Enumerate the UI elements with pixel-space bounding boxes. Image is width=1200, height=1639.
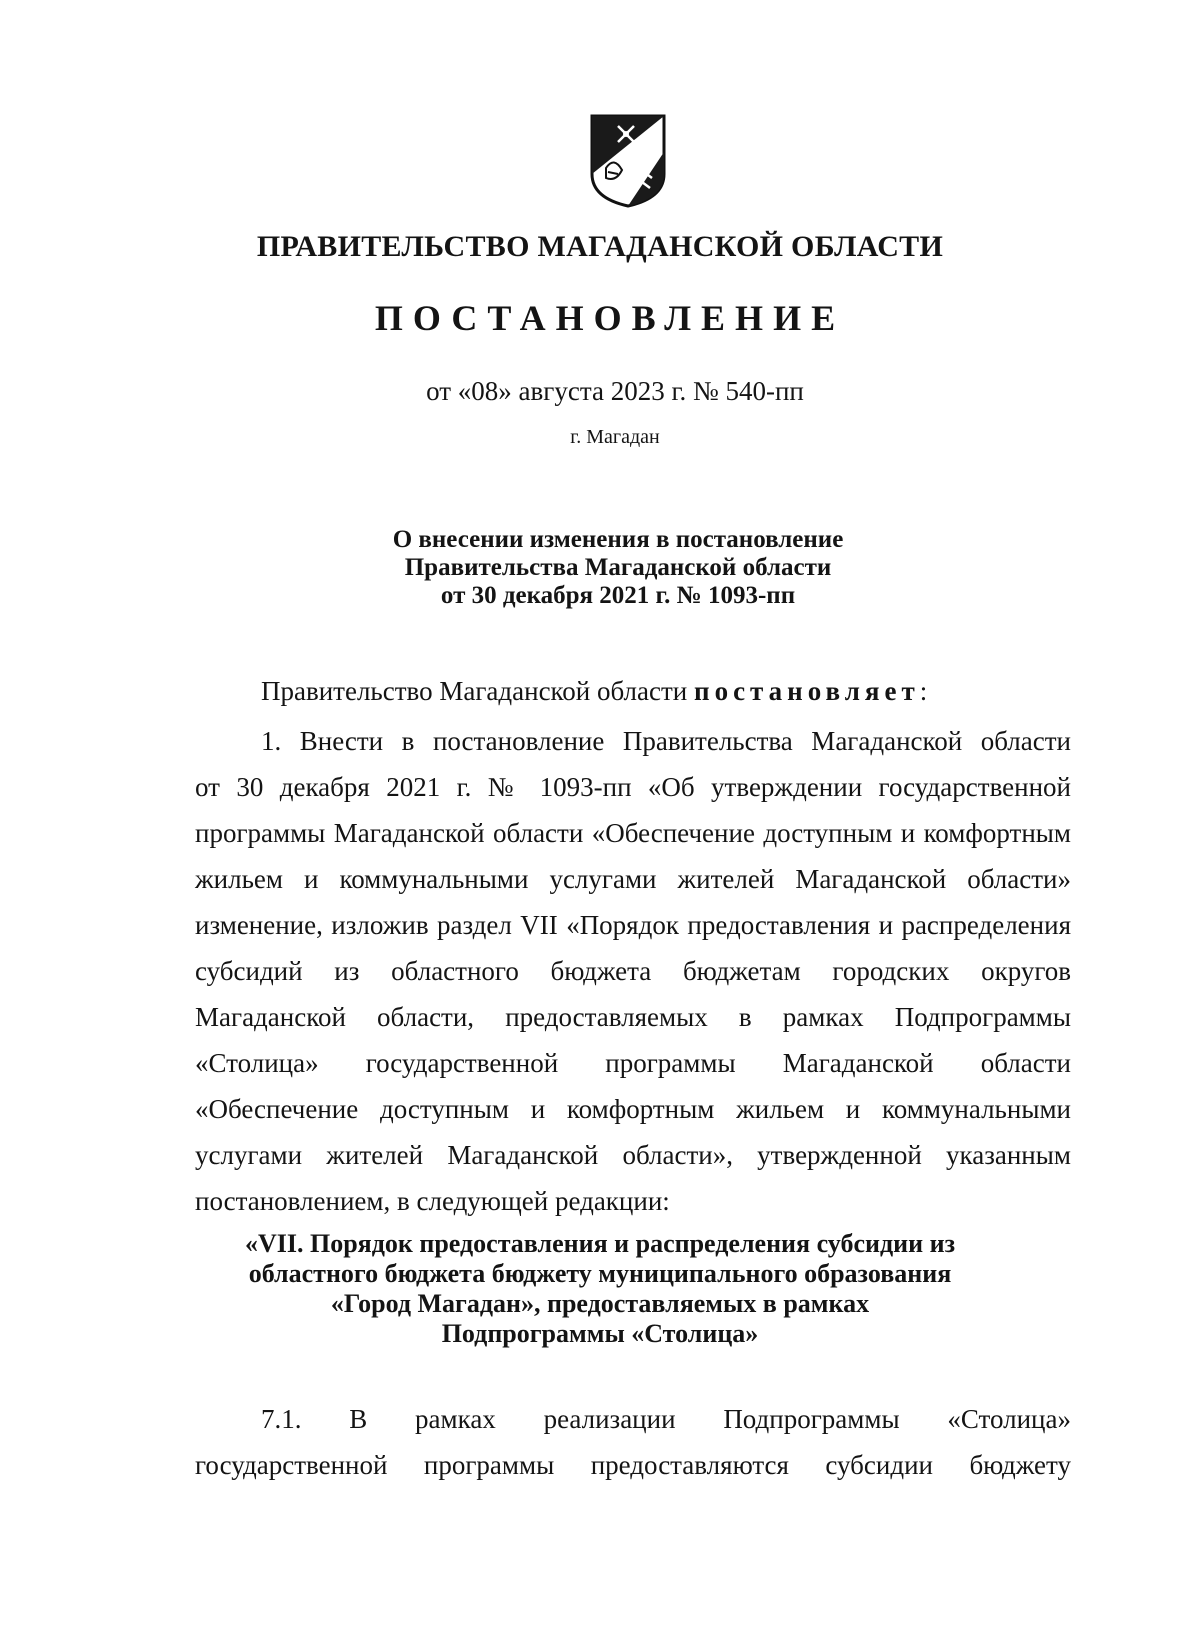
intro-text: Правительство Магаданской области xyxy=(261,676,695,706)
intro-colon: : xyxy=(919,676,928,706)
paragraph-line: 1. Внести в постановление Правительства Магаданской области xyxy=(261,726,1071,756)
intro-keyword: постановляет xyxy=(694,676,920,706)
resolving-clause xyxy=(195,668,1137,714)
paragraph-line xyxy=(195,1442,1071,1488)
paragraph-line: жильем и коммунальными услугами жителей Магаданской области» xyxy=(195,864,1071,894)
paragraph-line: «Столица» государственной программы Магаданской области xyxy=(195,1048,1071,1078)
paragraph-line: изменение, изложив раздел VII «Порядок предоставления и распределения xyxy=(195,910,1071,940)
section-title xyxy=(0,1229,1200,1349)
section-title-line: Подпрограммы «Столица» xyxy=(441,1319,759,1348)
word: «Столица» xyxy=(947,1404,1071,1434)
paragraph-line: программы Магаданской области «Обеспечение доступным и комфортным xyxy=(195,818,1071,848)
magadan-coat-of-arms-icon xyxy=(588,112,668,208)
word: В xyxy=(349,1404,368,1434)
word: бюджету xyxy=(969,1450,1071,1480)
paragraph-7-1 xyxy=(195,1396,1071,1488)
paragraph-line: постановлением, в следующей редакции: xyxy=(195,1186,670,1216)
paragraph-line: «Обеспечение доступным и комфортным жильем и коммунальными xyxy=(195,1094,1071,1124)
section-title-line: областного бюджета бюджету муниципального образования xyxy=(248,1259,952,1288)
word: субсидии xyxy=(825,1450,933,1480)
document-type: ПОСТАНОВЛЕНИЕ xyxy=(374,298,846,338)
paragraph-line: Магаданской области, предоставляемых в рамках Подпрограммы xyxy=(195,1002,1071,1032)
paragraph-1 xyxy=(195,718,1071,1224)
word: государственной xyxy=(195,1450,388,1480)
subject-line: Правительства Магаданской области xyxy=(404,554,832,581)
subject-line: О внесении изменения в постановление xyxy=(392,526,844,553)
word: рамках xyxy=(415,1404,496,1434)
word: предоставляются xyxy=(590,1450,789,1480)
document-subject xyxy=(18,526,1200,610)
word: реализации xyxy=(543,1404,676,1434)
section-title-line: «VII. Порядок предоставления и распределения субсидии из xyxy=(244,1229,956,1258)
word: 7.1. xyxy=(261,1404,302,1434)
section-title-line: «Город Магадан», предоставляемых в рамках xyxy=(330,1289,870,1318)
paragraph-line: услугами жителей Магаданской области», утвержденной указанным xyxy=(195,1140,1071,1170)
document-date-number: от «08» августа 2023 г. № 540-пп xyxy=(426,376,804,406)
word: программы xyxy=(423,1450,555,1480)
paragraph-line xyxy=(195,1396,1071,1442)
subject-line: от 30 декабря 2021 г. № 1093-пп xyxy=(440,582,796,609)
word: Подпрограммы xyxy=(723,1404,900,1434)
paragraph-line: от 30 декабря 2021 г. № 1093-пп «Об утверждении государственной xyxy=(195,772,1071,802)
government-name: ПРАВИТЕЛЬСТВО МАГАДАНСКОЙ ОБЛАСТИ xyxy=(256,230,944,263)
paragraph-line: субсидий из областного бюджета бюджетам городских округов xyxy=(195,956,1071,986)
document-city: г. Магадан xyxy=(570,426,660,448)
